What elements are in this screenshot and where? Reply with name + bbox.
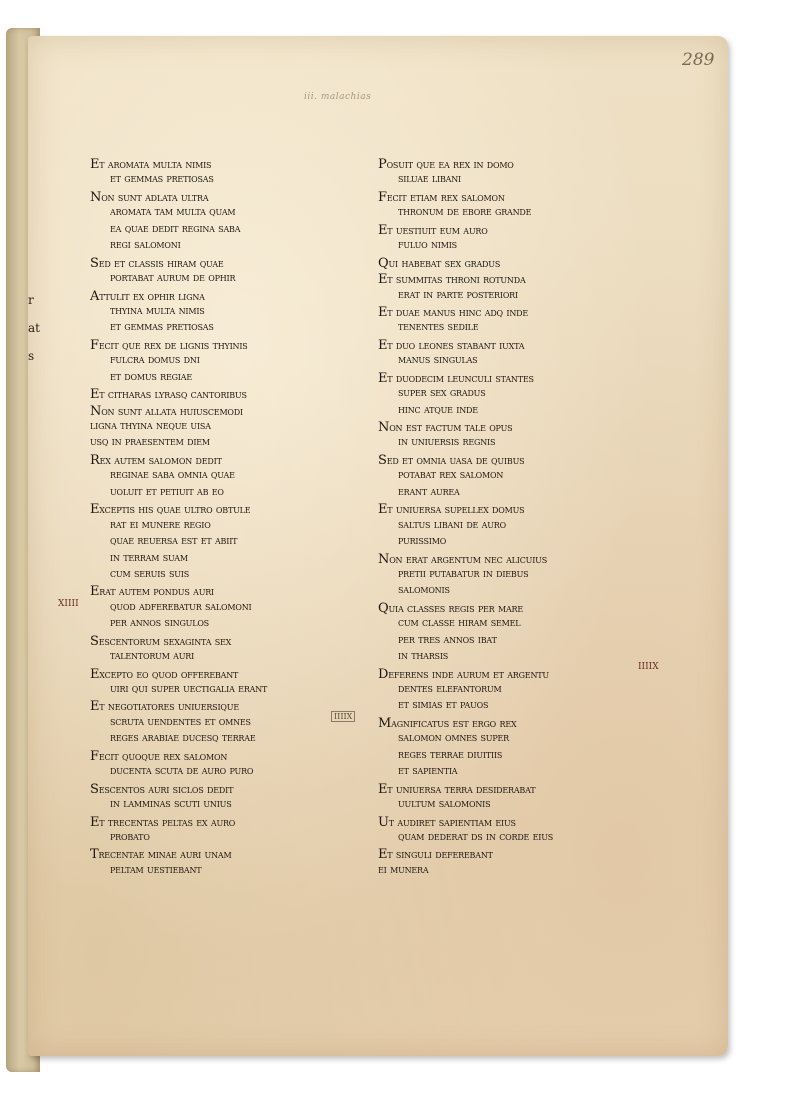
text-line: potabat rex salomon [398, 467, 504, 482]
text-line: non est factum tale opus [378, 414, 513, 436]
text-line: deferens inde aurum et argentu [378, 660, 549, 683]
text-line: sed et omnia uasa de quibus [378, 446, 525, 469]
text-line: et aromata multa nimis [90, 151, 212, 173]
text-line: ut audiret sapientiam eius [378, 808, 516, 831]
folio-number: 289 [682, 50, 715, 70]
text-line: fecit etiam rex salomon [378, 183, 505, 206]
text-line: qui habebat sex gradus [378, 249, 501, 272]
text-line: et negotiatores uniuersique [90, 693, 239, 716]
text-line: cum seruis suis [110, 565, 190, 580]
text-line: fuluo nimis [398, 237, 457, 252]
manuscript-folio [28, 36, 728, 1056]
text-line: saltus libani de auro [398, 516, 506, 531]
text-line: super sex gradus [398, 385, 486, 400]
text-line: erant aurea [398, 483, 460, 498]
text-line: et summitas throni rotunda [378, 266, 526, 289]
boxed-marginal-note: IIIIX [331, 711, 355, 722]
text-line: non erat argentum nec alicuius [378, 545, 547, 568]
text-line: non sunt adlata ultra [90, 183, 209, 206]
text-line: salomon omnes super [398, 730, 509, 745]
text-line: per annos singulos [110, 615, 209, 630]
text-line: probato [110, 828, 150, 843]
text-line: fulcra domus dni [110, 352, 200, 367]
text-line: salomonis [398, 582, 450, 597]
text-line: uoluit et petiuit ab eo [110, 483, 224, 498]
text-line: hinc atque inde [398, 401, 478, 416]
text-line: et uniuersa terra desiderabat [378, 775, 536, 798]
text-line: ducenta scuta de auro puro [110, 763, 254, 778]
text-line: reginae saba omnia quae [110, 467, 235, 482]
offset-letter: r [28, 293, 34, 307]
text-line: ligna thyina neque uisa [90, 418, 211, 432]
text-line: dentes elefantorum [398, 681, 502, 695]
text-line: in tharsis [398, 648, 449, 663]
text-line: in lamminas scuti unius [110, 796, 232, 811]
text-line: sed et classis hiram quae [90, 249, 224, 272]
text-line: rex autem salomon dedit [90, 446, 222, 469]
text-line: scruta uendentes et omnes [110, 713, 251, 728]
text-line: et uestiuit eum auro [378, 216, 488, 239]
text-line: aromata tam multa quam [110, 204, 236, 219]
text-line: ea quae dedit regina saba [110, 220, 241, 235]
text-line: et simias et pauos [398, 697, 489, 712]
text-line: siluae libani [398, 171, 462, 186]
text-line: uiri qui super uectigalia erant [110, 681, 268, 695]
text-line: et citharas lyrasq cantoribus [90, 381, 247, 404]
text-line: erat in parte posteriori [398, 286, 518, 301]
text-line: sescentorum sexaginta sex [90, 627, 232, 650]
text-line: tenentes sedile [398, 319, 479, 334]
text-line: magnificatus est ergo rex [378, 709, 517, 732]
chapter-number-left: XIIII [58, 599, 79, 609]
text-line: et duodecim leunculi stantes [378, 364, 534, 387]
text-line: excepto eo quod offerebant [90, 660, 239, 683]
text-line: in terram suam [110, 549, 188, 564]
running-head: iii. malachias [304, 92, 372, 102]
text-line: et gemmas pretiosas [110, 171, 214, 186]
text-line: in uniuersis regnis [398, 434, 496, 449]
text-line: manus singulas [398, 352, 478, 367]
text-line: quam dederat ds in corde eius [398, 828, 554, 843]
text-line: thyina multa nimis [110, 302, 205, 317]
text-line: attulit ex ophir ligna [90, 282, 205, 305]
text-line: et singuli deferebant [378, 841, 493, 864]
offset-letter: at [28, 321, 40, 335]
text-line: et gemmas pretiosas [110, 319, 214, 334]
offset-letter: s [28, 349, 35, 363]
text-line: erat autem pondus auri [90, 578, 215, 601]
text-line: quia classes regis per mare [378, 594, 524, 617]
text-line: et duo leones stabant iuxta [378, 331, 525, 354]
text-line: ei munera [378, 861, 429, 876]
text-line: fecit quoque rex salomon [90, 742, 228, 765]
offset-text-margin [28, 286, 42, 426]
text-column-left [90, 151, 360, 877]
text-line: trecentae minae auri unam [90, 841, 232, 864]
text-line: et domus regiae [110, 368, 192, 383]
text-line: uultum salomonis [398, 796, 491, 811]
text-line: purissimo [398, 533, 447, 548]
text-line: exceptis his quae ultro obtule [90, 496, 251, 519]
text-line: quae reuersa est et abiit [110, 533, 238, 548]
text-line: et sapientia [398, 763, 458, 778]
text-column-right [378, 151, 648, 877]
text-line: talentorum auri [110, 648, 195, 663]
text-line: rat ei munere regio [110, 516, 211, 531]
text-line: reges terrae diuitiis [398, 746, 503, 761]
text-line: posuit que ea rex in domo [378, 151, 514, 173]
text-line: pretii putabatur in diebus [398, 565, 529, 580]
text-line: et duae manus hinc adq inde [378, 298, 529, 321]
text-line: reges arabiae ducesq terrae [110, 730, 256, 745]
text-line: per tres annos ibat [398, 631, 497, 646]
text-line: cum classe hiram semel [398, 615, 521, 630]
text-line: usq in praesentem diem [90, 434, 210, 449]
text-line: portabat aurum de ophir [110, 270, 236, 285]
text-line: fecit que rex de lignis thyinis [90, 331, 248, 354]
chapter-number-right: IIIIX [638, 662, 659, 672]
text-line: quod adferebatur salomoni [110, 598, 252, 613]
text-line: non sunt allata huiuscemodi [90, 397, 243, 420]
text-line: regi salomoni [110, 237, 181, 252]
text-line: et uniuersa supellex domus [378, 496, 525, 519]
text-line: thronum de ebore grande [398, 204, 532, 219]
text-line: sescentos auri siclos dedit [90, 775, 234, 798]
text-line: peltam uestiebant [110, 861, 202, 876]
text-line: et trecentas peltas ex auro [90, 808, 236, 831]
